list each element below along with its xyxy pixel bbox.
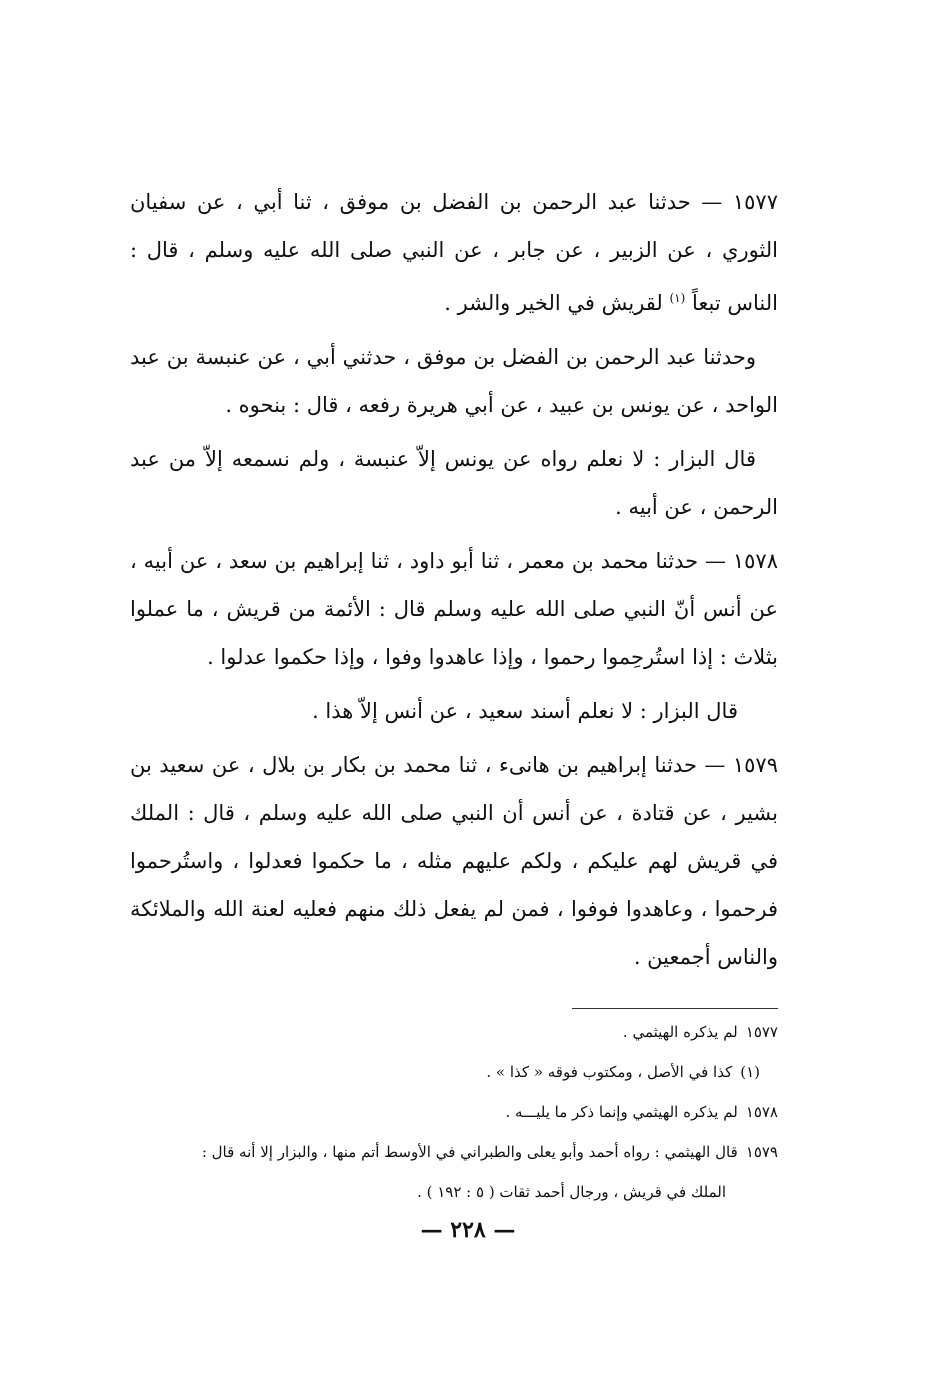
hadith-1578: ١٥٧٨ — حدثنا محمد بن معمر ، ثنا أبو داود ، ثنا إبراهيم بن سعد ، عن أبيه ، عن أنس أنّ النبي صلى الله عليه وسلم قال : الأئمة من قريش ، ما عملوا بثلاث : إذا استُرحِموا رحموا ، وإذا عاهدوا وفوا ، وإذا حكموا عدلوا .	[130, 549, 778, 669]
hadith-1579: ١٥٧٩ — حدثنا إبراهيم بن هانىء ، ثنا محمد بن بكار بن بلال ، عن سعيد بن بشير ، عن قتادة ، عن أنس أن النبي صلى الله عليه وسلم ، قال : الملك في قريش لهم عليكم ، ولكم عليهم مثله ، ما حكموا فعدلوا ، واستُرحموا فرحموا ، وعاهدوا فوفوا ، فمن لم يفعل ذلك منهم فعليه لعنة الله والملائكة والناس أجمعين .	[130, 753, 778, 969]
footnote-number: (١)	[740, 1063, 760, 1081]
bazzar-comment-2: قال البزار : لا نعلم أسند سعيد ، عن أنس إلاّ هذا .	[312, 699, 738, 723]
hadith-1577-tail: لقريش في الخير والشر .	[444, 291, 670, 315]
footnote-marker: (١)	[669, 291, 686, 305]
footnote-continuation: الملك في قريش ، ورجال أحمد ثقات ( ٥ : ١٩٢ ) .	[417, 1183, 726, 1201]
footnote-item	[130, 1098, 778, 1126]
footnote-number: ١٥٧٩	[745, 1143, 778, 1161]
footnote-item	[130, 1018, 778, 1046]
page-number: — ٢٢٨ —	[420, 1217, 516, 1243]
footnote-number: ١٥٧٧	[745, 1023, 778, 1041]
footnote-divider	[572, 1008, 778, 1009]
footnote-item	[130, 1138, 778, 1166]
bazzar-comment-1: قال البزار : لا نعلم رواه عن يونس إلاّ عنبسة ، ولم نسمعه إلاّ من عبد الرحمن ، عن أبيه .	[130, 447, 778, 519]
main-text	[130, 178, 778, 987]
footnote-item	[130, 1058, 778, 1086]
hadith-1577	[130, 178, 778, 327]
footnote-text: لم يذكره الهيثمي .	[622, 1023, 738, 1041]
footnote-number: ١٥٧٨	[745, 1103, 778, 1121]
hadith-1577-text: ١٥٧٧ — حدثنا عبد الرحمن بن الفضل بن موفق ، ثنا أبي ، عن سفيان الثوري ، عن الزبير ، عن جابر ، عن النبي صلى الله عليه وسلم ، قال : الناس تبعاً	[130, 190, 778, 315]
hadith-1577-chain: وحدثنا عبد الرحمن بن الفضل بن موفق ، حدثني أبي ، عن عنبسة بن عبد الواحد ، عن يونس بن عبيد ، عن أبي هريرة رفعه ، قال : بنحوه .	[130, 345, 778, 417]
footnote-text: قال الهيثمي : رواه أحمد وأبو يعلى والطبراني في الأوسط أتم منها ، والبزار إلا أنه قال :	[201, 1143, 738, 1161]
footnote-text: لم يذكره الهيثمي وإنما ذكر ما يليـــه .	[505, 1103, 738, 1121]
footnote-text: كذا في الأصل ، ومكتوب فوقه « كذا » .	[486, 1063, 733, 1081]
footnotes	[130, 1018, 778, 1218]
